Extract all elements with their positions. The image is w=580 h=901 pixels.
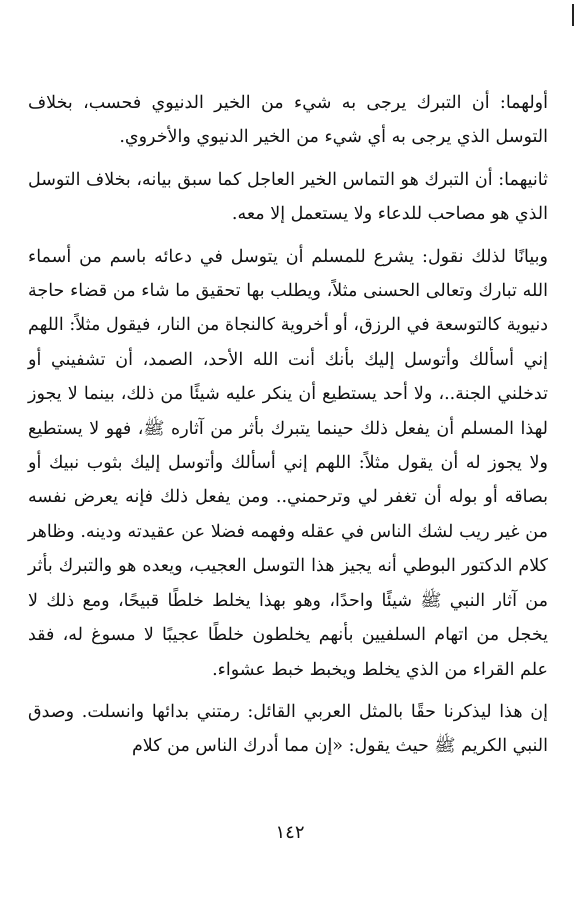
paragraph-proverb: إن هذا ليذكرنا حقًا بالمثل العربي القائل: رمتني بدائها وانسلت. وصدق النبي الكريم ﷺ حيث يقول: «إن مما أدرك الناس من كلام <box>28 701 548 757</box>
paragraph-second-difference: ثانيهما: أن التبرك هو التماس الخير العاجل كما سبق بيانه، بخلاف التوسل الذي هو مصاحب للدعاء ولا يستعمل إلا معه. <box>28 169 548 225</box>
body-text <box>28 86 548 764</box>
paragraph-first-difference: أولهما: أن التبرك يرجى به شيء من الخير الدنيوي فحسب، بخلاف التوسل الذي يرجى به أي شيء من الخير الدنيوي والأخروي. <box>28 93 548 148</box>
page-edge-mark <box>572 4 574 26</box>
paragraph-explanation: وبيانًا لذلك نقول: يشرع للمسلم أن يتوسل في دعائه باسم من أسماء الله تبارك وتعالى الحسنى مثلاً، ويطلب بها تحقيق ما شاء من قضاء حاجة دنيوية كالتوسعة في الرزق، أو أخروية كالنجاة من النار، فيقول مثلاً: اللهم إني أسألك وأتوسل إليك بأنك أنت الله الأحد، الصمد، أن تشفيني أو تدخلني الجنة..، ولا أحد يستطيع أن ينكر عليه شيئًا من ذلك، بينما لا يجوز لهذا المسلم أن يفعل ذلك حينما يتبرك بأثر من آثاره ﷺ، فهو لا يستطيع ولا يجوز له أن يقول مثلاً: اللهم إني أسألك وأتوسل إليك بثوب نبيك أو بصاقه أو بوله أن تغفر لي وترحمني.. ومن يفعل ذلك فإنه يعرض نفسه من غير ريب لشك الناس في عقله وفهمه فضلا عن عقيدته ودينه. وظاهر كلام الدكتور البوطي أنه يجيز هذا التوسل العجيب، ويعده هو والتبرك بأثر من آثار النبي ﷺ شيئًا واحدًا، وهو بهذا يخلط خلطًا قبيحًا، ومع ذلك لا يخجل من اتهام السلفيين بأنهم يخلطون خلطًا عجيبًا لا مسوغ له، فقد علم القراء من الذي يخلط ويخبط خبط عشواء. <box>28 246 548 680</box>
page-number: ١٤٢ <box>275 822 305 843</box>
